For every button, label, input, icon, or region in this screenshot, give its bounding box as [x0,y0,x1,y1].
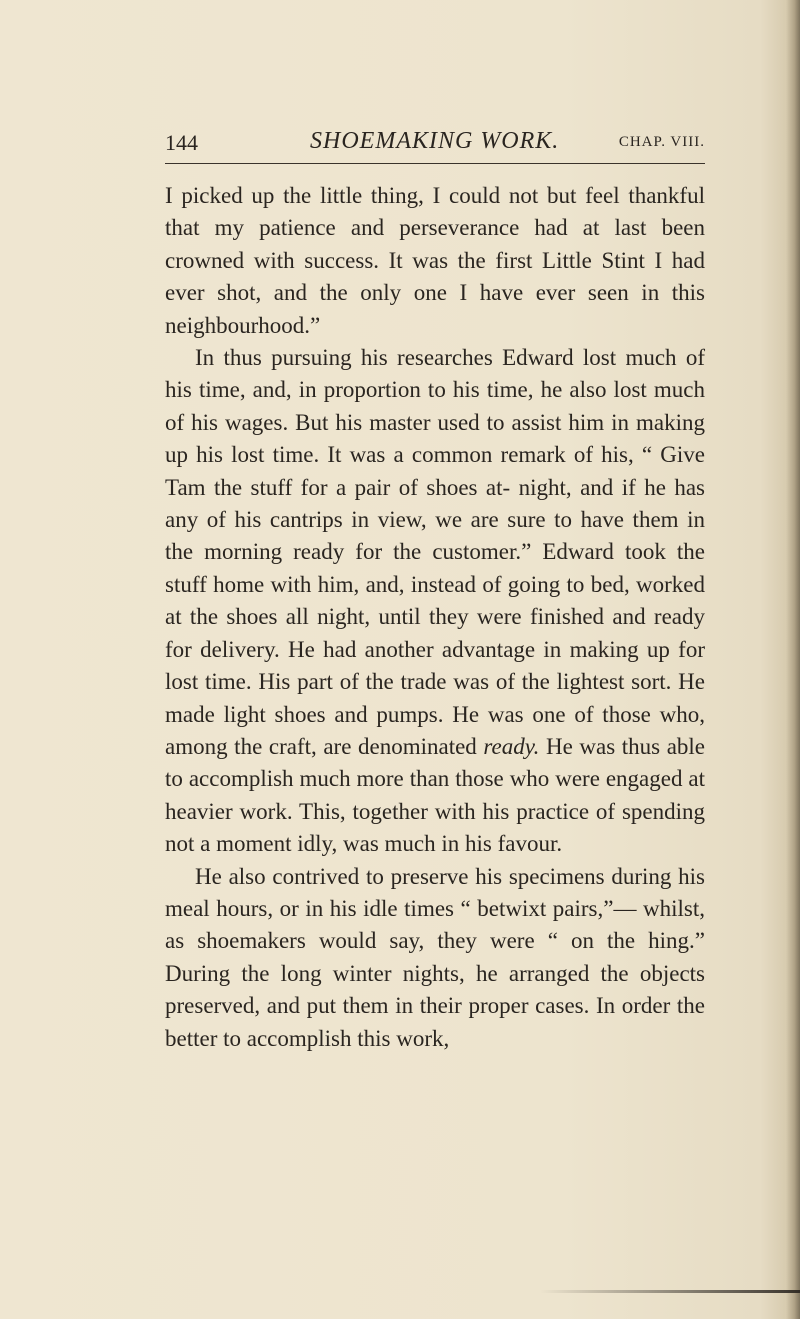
running-title: SHOEMAKING WORK. [310,128,560,154]
paragraph-2-text: In thus pursuing his researches Edward lost much of his time, and, in proportion to his time, he also lost much of his wages. But his master used to assist him in making up his lost time. It was a common remark of his, “ Give Tam the stuff for a pair of shoes at- night, and if he has any of his cantrips in view, we are sure to have them in the morning ready for the customer.” Edward took the stuff home with him, and, instead of going to bed, worked at the shoes all night, until they were finished and ready for delivery. He had another advantage in making up for lost time. His part of the trade was of the lightest sort. He made light shoes and pumps. He was one of those who, among the craft, are denominated [165,345,705,759]
paragraph-2-continuation: He was thus able to accomplish much more than those who were engaged at heavier work. This, together with his practice of spending not a moment idly, was much in his favour. [165,733,706,857]
paragraph-1: I picked up the little thing, I could not but feel thankful that my patience and perseverance had at last been crowned with success. It was the first Little Stint I had ever shot, and the only one I have ever seen in this neighbourhood.” [165,183,705,338]
chapter-label: CHAP. VIII. [618,134,705,150]
paragraph-2 [165,342,705,861]
page-number: 144 [165,130,198,155]
paragraph-3: He also contrived to preserve his specimens during his meal hours, or in his idle times “ betwixt pairs,”— whilst, as shoemakers would say, they were “ on the hing.” During the long winter nights, he arranged the objects preserved, and put them in their proper cases. In order the better to accomplish this work, [165,863,705,1051]
page-edge-shadow [786,0,800,1319]
header-rule [165,163,705,164]
page-bottom-mark [540,1290,800,1293]
body-text [165,180,705,1055]
paragraph-2-emphasis: ready. [483,733,540,759]
page-header [165,130,705,160]
